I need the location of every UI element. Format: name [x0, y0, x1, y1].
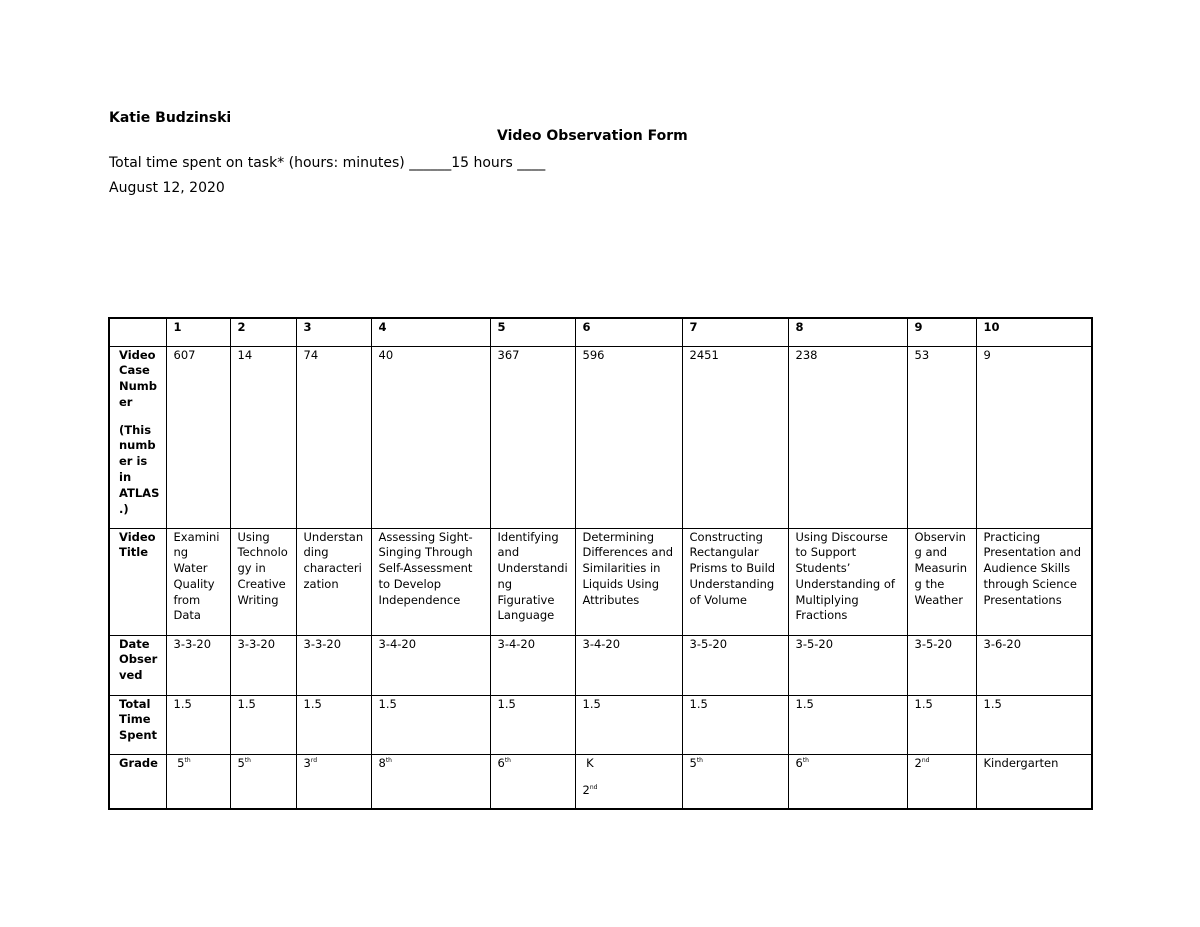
case-number-cell: 367: [490, 346, 575, 528]
grade-cell: [490, 754, 575, 809]
time-cell: 1.5: [230, 695, 296, 754]
case-number-cell: 596: [575, 346, 682, 528]
grade-cell: [575, 754, 682, 809]
video-title-cell: Determining Differences and Similarities in Liquids Using Attributes: [575, 528, 682, 635]
column-header: 6: [575, 318, 682, 346]
grade-value: 2: [914, 755, 922, 770]
grade-cell: [230, 754, 296, 809]
total-time-row: [109, 695, 1092, 754]
case-number-cell: 14: [230, 346, 296, 528]
grade-cell: [296, 754, 371, 809]
column-header: 5: [490, 318, 575, 346]
grade-cell: [166, 754, 230, 809]
video-title-cell: Assessing Sight-Singing Through Self-Assessment to Develop Independence: [371, 528, 490, 635]
case-number-cell: 53: [907, 346, 976, 528]
date-cell: 3-6-20: [976, 635, 1092, 695]
date-cell: 3-3-20: [296, 635, 371, 695]
case-number-cell: 238: [788, 346, 907, 528]
date-observed-row: [109, 635, 1092, 695]
row-label-date-observed: Date Observed: [109, 635, 166, 695]
grade-value: 5: [689, 755, 697, 770]
column-header: 1: [166, 318, 230, 346]
grade-value: 6: [795, 755, 803, 770]
grade-row: [109, 754, 1092, 809]
time-cell: 1.5: [371, 695, 490, 754]
date-cell: 3-5-20: [788, 635, 907, 695]
row-label-case-number: [109, 346, 166, 528]
video-title-cell: Using Discourse to Support Students’ Understanding of Multiplying Fractions: [788, 528, 907, 635]
time-cell: 1.5: [575, 695, 682, 754]
grade-ordinal: th: [802, 756, 809, 764]
time-cell: 1.5: [682, 695, 788, 754]
grade-ordinal: nd: [921, 756, 930, 764]
time-cell: 1.5: [490, 695, 575, 754]
grade-ordinal: th: [504, 756, 511, 764]
grade-cell: [907, 754, 976, 809]
time-cell: 1.5: [296, 695, 371, 754]
grade-cell: Kindergarten: [976, 754, 1092, 809]
video-title-cell: Practicing Presentation and Audience Skills through Science Presentations: [976, 528, 1092, 635]
time-cell: 1.5: [907, 695, 976, 754]
date-cell: 3-4-20: [371, 635, 490, 695]
grade-value: 5: [177, 755, 185, 770]
case-number-cell: 74: [296, 346, 371, 528]
row-label-grade: Grade: [109, 754, 166, 809]
time-cell: 1.5: [788, 695, 907, 754]
grade-value: 5: [237, 755, 245, 770]
column-header: 7: [682, 318, 788, 346]
video-title-cell: Understanding characterization: [296, 528, 371, 635]
grade-value: 2: [582, 783, 590, 798]
task-time-line: Total time spent on task* (hours: minutes) ______15 hours ____: [109, 155, 546, 171]
video-observation-table: [108, 317, 1093, 810]
row-label-video-title: Video Title: [109, 528, 166, 635]
date-cell: 3-3-20: [166, 635, 230, 695]
video-title-cell: Examining Water Quality from Data: [166, 528, 230, 635]
case-number-row: [109, 346, 1092, 528]
date-cell: 3-3-20: [230, 635, 296, 695]
grade-cell: [788, 754, 907, 809]
column-header: 9: [907, 318, 976, 346]
column-header: 3: [296, 318, 371, 346]
corner-cell: [109, 318, 166, 346]
form-date: August 12, 2020: [109, 180, 225, 196]
video-title-cell: Identifying and Understanding Figurative Language: [490, 528, 575, 635]
grade-ordinal: th: [184, 756, 191, 764]
grade-second-line: [583, 783, 677, 799]
case-number-cell: 2451: [682, 346, 788, 528]
grade-value: 8: [378, 755, 386, 770]
case-number-note: (This number is in ATLAS.): [119, 422, 160, 516]
grade-value: 6: [497, 755, 505, 770]
grade-ordinal: th: [385, 756, 392, 764]
grade-ordinal: th: [244, 756, 251, 764]
form-title: Video Observation Form: [497, 128, 688, 144]
date-cell: 3-4-20: [490, 635, 575, 695]
date-cell: 3-5-20: [907, 635, 976, 695]
author-name: Katie Budzinski: [109, 110, 232, 126]
video-title-cell: Constructing Rectangular Prisms to Build Understanding of Volume: [682, 528, 788, 635]
time-cell: 1.5: [976, 695, 1092, 754]
header-row: [109, 318, 1092, 346]
grade-value: 3: [303, 755, 311, 770]
grade-value: K: [586, 755, 594, 770]
date-cell: 3-4-20: [575, 635, 682, 695]
video-title-cell: Observing and Measuring the Weather: [907, 528, 976, 635]
time-cell: 1.5: [166, 695, 230, 754]
column-header: 4: [371, 318, 490, 346]
case-number-cell: 9: [976, 346, 1092, 528]
grade-ordinal: nd: [589, 784, 598, 792]
grade-cell: [682, 754, 788, 809]
case-number-cell: 607: [166, 346, 230, 528]
column-header: 10: [976, 318, 1092, 346]
column-header: 8: [788, 318, 907, 346]
grade-ordinal: th: [696, 756, 703, 764]
column-header: 2: [230, 318, 296, 346]
grade-cell: [371, 754, 490, 809]
date-cell: 3-5-20: [682, 635, 788, 695]
case-number-label: Video Case Number: [119, 347, 158, 409]
grade-ordinal: rd: [310, 756, 317, 764]
video-title-row: [109, 528, 1092, 635]
row-label-total-time: Total Time Spent: [109, 695, 166, 754]
case-number-cell: 40: [371, 346, 490, 528]
video-title-cell: Using Technology in Creative Writing: [230, 528, 296, 635]
